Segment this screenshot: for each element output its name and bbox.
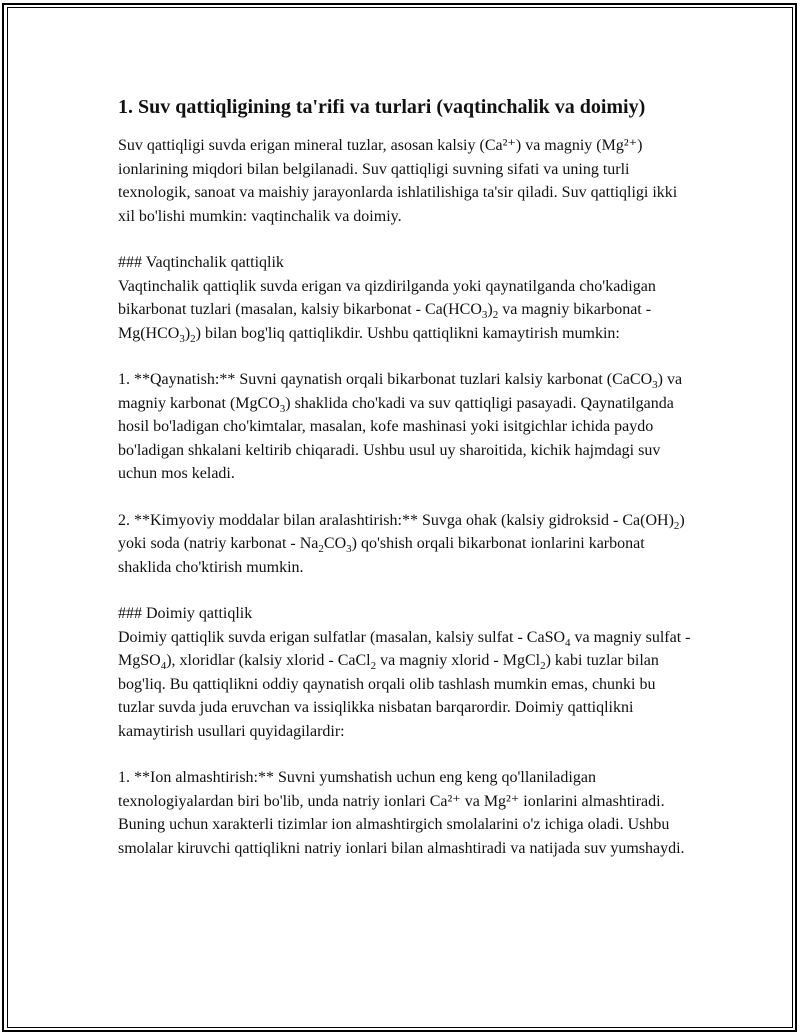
permanent-hardness-text: Doimiy qattiqlik suvda erigan sulfatlar (masalan, kalsiy sulfat - CaSO$_4$ va magniy sulfat - MgSO$_4$), xloridlar (kalsiy xlorid - CaCl$_2$ va magniy xlorid - MgCl$_2$) kabi tuzlar bilan bog'liq. Bu qattiqlikni oddiy qaynatish orqali olib tashlash mumkin emas, chunki bu tuzlar suvda juda eruvchan va issiqlikka nisbatan barqarordir. Doimiy qattiqlikni kamaytirish usullari quyidagilardir: [118, 628, 691, 740]
temporary-hardness-text: Vaqtinchalik qattiqlik suvda erigan va qizdirilganda yoki qaynatilganda cho'kadigan bikarbonat tuzlari (masalan, kalsiy bikarbonat - $Ca(HCO_3)_2$ va magniy bikarbonat - $Mg(HCO_3)_2$) bilan bog'liq qattiqlikdir. Ushbu qattiqlikni kamaytirish mumkin: [118, 277, 656, 345]
permanent-hardness-heading: ### Doimiy qattiqlik [118, 605, 253, 622]
permanent-method-ion-exchange: 1. **Ion almashtirish:** Suvni yumshatish uchun eng keng qo'llaniladigan texnologiyalardan biri bo'lib, unda natriy ionlari Ca²⁺ va Mg²⁺ ionlarini almashtiradi. Buning uchun xarakterli tizimlar ion almashtirgich smolalarini o'z ichiga oladi. Ushbu smolalar kiruvchi qattiqlikni natriy ionlari bilan almashtiradi va natijada suv yumshaydi. [118, 769, 685, 857]
temporary-hardness-heading: ### Vaqtinchalik qattiqlik [118, 254, 284, 271]
document-content [118, 94, 693, 883]
temporary-method-boiling: 1. **Qaynatish:** Suvni qaynatish orqali bikarbonat tuzlari kalsiy karbonat (CaCO$_3$) va magniy karbonat (MgCO$_3$) shaklida cho'kadi va suv qattiqligi pasayadi. Qaynatilganda hosil bo'ladigan cho'kimtalar, masalan, kofe mashinasi yoki isitgichlar ichida paydo bo'ladigan shkalani keltirib chiqaradi. Ushbu usul uy sharoitida, kichik hajmdagi suv uchun mos keladi. [118, 371, 683, 482]
temporary-method-chemical: 2. **Kimyoviy moddalar bilan aralashtirish:** Suvga ohak (kalsiy gidroksid - $Ca(OH)_2$) yoki soda (natriy karbonat - $Na_2CO_3$) qo'shish orqali bikarbonat ionlarini karbonat shaklida cho'ktirish mumkin. [118, 511, 685, 576]
document-title: 1. Suv qattiqligining ta'rifi va turlari (vaqtinchalik va doimiy) [118, 96, 646, 118]
intro-paragraph: Suv qattiqligi suvda erigan mineral tuzlar, asosan kalsiy (Ca²⁺) va magniy (Mg²⁺) ionlarining miqdori bilan belgilanadi. Suv qattiqligi suvning sifati va uning turli texnologik, sanoat va maishiy jarayonlarda ishlatilishiga ta'sir qiladi. Suv qattiqligi ikki xil bo'lishi mumkin: vaqtinchalik va doimiy. [118, 137, 678, 225]
